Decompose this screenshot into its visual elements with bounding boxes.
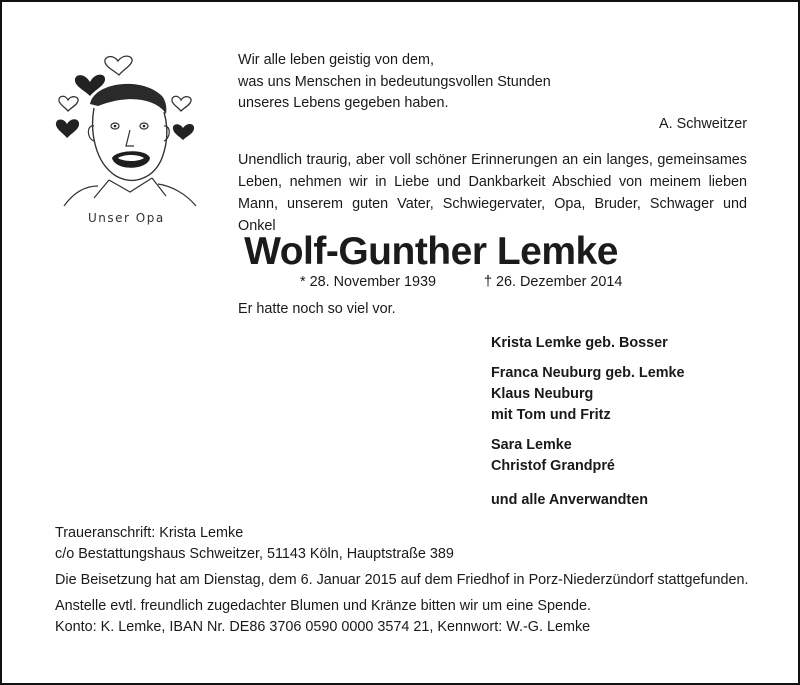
intro-line: Mann, unserem guten Vater, Schwiegervater, Opa, Bruder, Schwager und Onkel [238,196,747,234]
drawing-caption: Unser Opa [88,211,165,225]
closing-line: Er hatte noch so viel vor. [238,301,396,317]
quote-line: was uns Menschen in bedeutungsvollen Stunden [238,73,551,90]
footer-info [55,523,775,638]
address-line: Traueranschrift: Krista Lemke [55,525,244,541]
quote-line: unseres Lebens gegeben haben. [238,95,449,111]
quote-line: Wir alle leben geistig von dem, [238,52,434,68]
mourner-name: Krista Lemke geb. Bosser [491,335,668,351]
bank-account: Konto: K. Lemke, IBAN Nr. DE86 3706 0590 0000 3574 21, Kennwort: W.-G. Lemke [55,619,591,635]
intro-line: Leben, nehmen wir in Liebe und Dankbarkeit Abschied von meinem lieben [238,174,747,190]
address-line: c/o Bestattungshaus Schweitzer, 51143 Köln, Hauptstraße 389 [55,546,454,562]
mourner-name: Klaus Neuburg [491,386,594,402]
deceased-name: Wolf-Gunther Lemke [244,230,618,273]
quote-author: A. Schweitzer [659,116,747,132]
quote [238,50,758,115]
mourner-name: Sara Lemke [491,437,572,453]
mourners-list [491,333,685,520]
burial-info: Die Beisetzung hat am Dienstag, dem 6. Januar 2015 auf dem Friedhof in Porz-Niederzündorf stattgefunden. [55,572,749,588]
heart-outline-icon [172,96,191,111]
mourner-name: Franca Neuburg geb. Lemke [491,365,685,381]
mourner-name: mit Tom und Fritz [491,407,611,423]
intro-text [238,149,747,237]
mourner-final [491,490,685,511]
mourner-group [491,435,685,477]
heart-outline-icon [59,96,78,111]
heart-outline-icon [105,56,132,75]
donation-info: Anstelle evtl. freundlich zugedachter Blumen und Kränze bitten wir um eine Spende. [55,598,591,614]
mourner-name: und alle Anverwandten [491,492,648,508]
death-date: † 26. Dezember 2014 [484,274,623,290]
mourner-group [491,363,685,426]
mourner-name: Christof Grandpré [491,458,615,474]
heart-icon [56,119,79,138]
child-drawing [54,46,202,228]
birth-date: * 28. November 1939 [300,274,436,290]
mourner-group [491,333,685,354]
heart-icon [173,124,194,140]
intro-line: Unendlich traurig, aber voll schöner Erinnerungen an ein langes, gemeinsames [238,152,747,168]
